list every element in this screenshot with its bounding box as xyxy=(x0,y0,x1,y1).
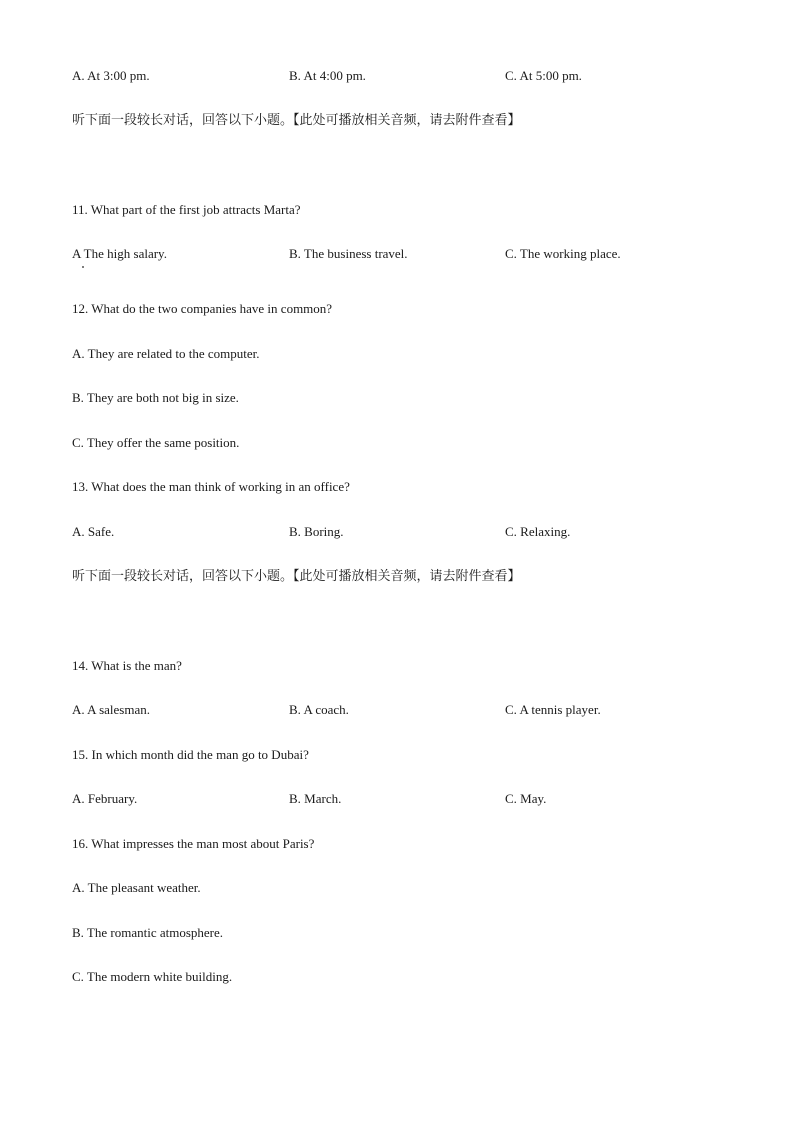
q14-option-b: B. A coach. xyxy=(289,702,349,717)
listening-instruction-2: 听下面一段较长对话，回答以下小题。【此处可播放相关音频，请去附件查看】 xyxy=(72,569,521,584)
q16-option-a: A. The pleasant weather. xyxy=(72,880,201,895)
q14-question: 14. What is the man? xyxy=(72,658,182,673)
q13-question: 13. What does the man think of working in an office? xyxy=(72,479,350,494)
q13-option-b: B. Boring. xyxy=(289,524,344,539)
q15-option-c: C. May. xyxy=(505,791,547,806)
q16-option-b: B. The romantic atmosphere. xyxy=(72,925,224,940)
q11-question: 11. What part of the first job attracts Marta? xyxy=(72,202,301,217)
q11-option-b: B. The business travel. xyxy=(289,246,408,261)
q11-option-c: C. The working place. xyxy=(505,246,621,261)
q12-option-c: C. They offer the same position. xyxy=(72,435,240,450)
q14-option-c: C. A tennis player. xyxy=(505,702,601,717)
q10-option-b: B. At 4:00 pm. xyxy=(289,68,366,83)
q15-question: 15. In which month did the man go to Dubai? xyxy=(72,747,309,762)
q11-option-a: A The high salary. xyxy=(72,246,167,261)
q12-option-a: A. They are related to the computer. xyxy=(72,346,260,361)
q15-option-b: B. March. xyxy=(289,791,342,806)
q12-question: 12. What do the two companies have in common? xyxy=(72,301,333,316)
q13-option-a: A. Safe. xyxy=(72,524,115,539)
q10-option-a: A. At 3:00 pm. xyxy=(72,68,150,83)
q13-option-c: C. Relaxing. xyxy=(505,524,571,539)
q16-question: 16. What impresses the man most about Paris? xyxy=(72,836,315,851)
q16-option-c: C. The modern white building. xyxy=(72,969,233,984)
q10-option-c: C. At 5:00 pm. xyxy=(505,68,582,83)
q15-option-a: A. February. xyxy=(72,791,138,806)
q12-option-b: B. They are both not big in size. xyxy=(72,390,239,405)
q14-option-a: A. A salesman. xyxy=(72,702,150,717)
listening-instruction-1: 听下面一段较长对话，回答以下小题。【此处可播放相关音频，请去附件查看】 xyxy=(72,113,521,128)
stray-dot xyxy=(82,266,84,268)
